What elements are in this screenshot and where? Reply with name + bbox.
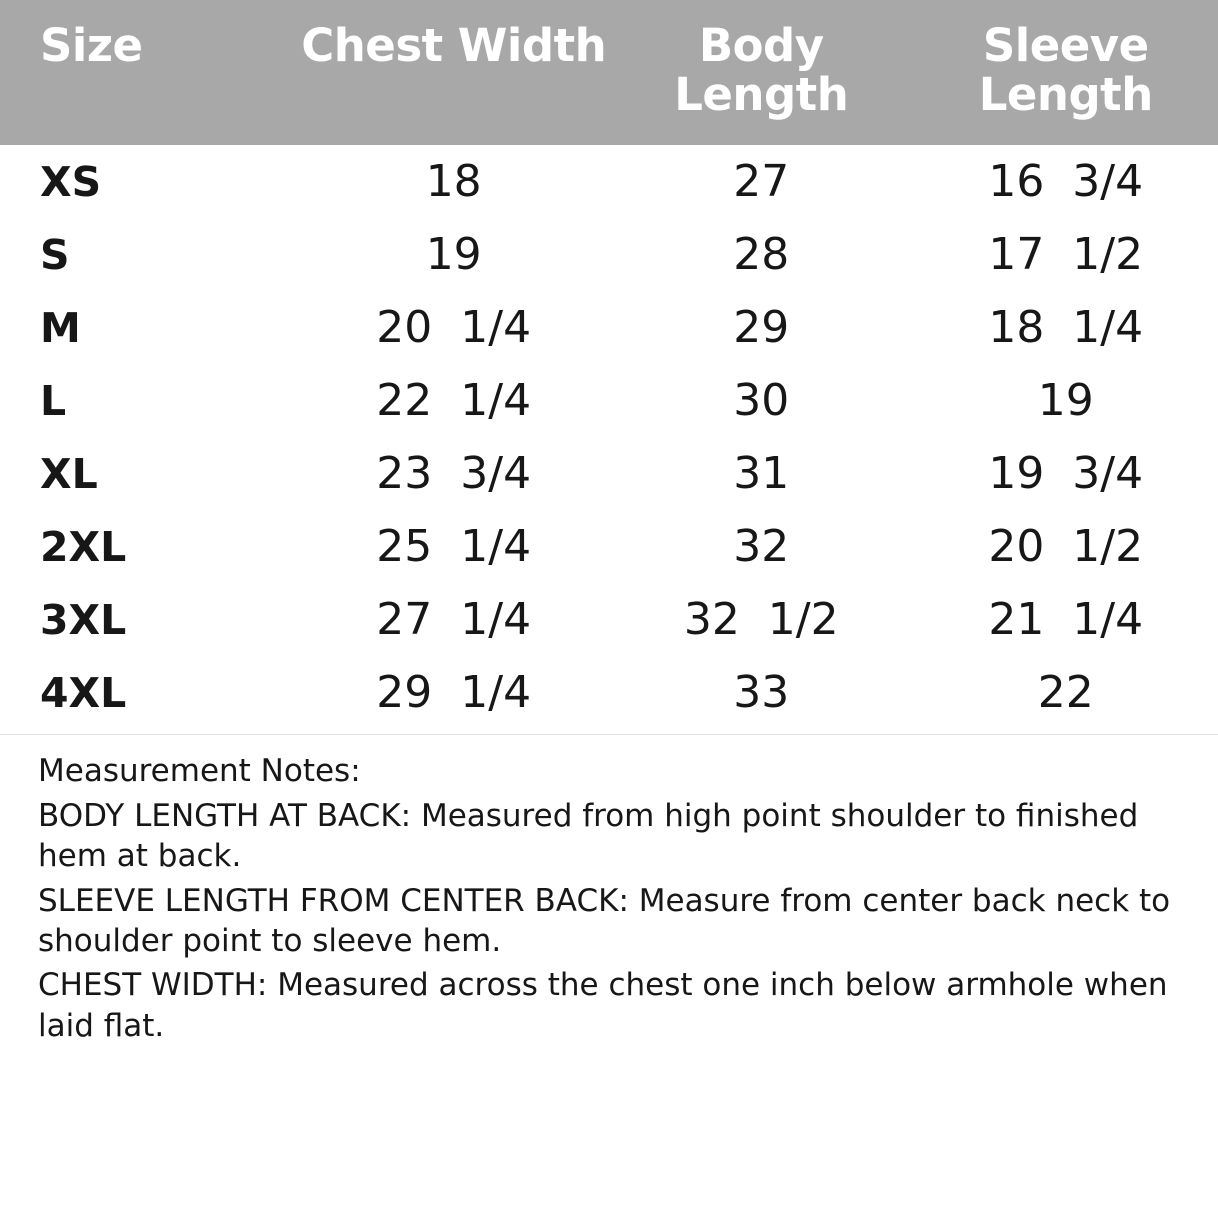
cell-sleeve-length: 22 bbox=[1037, 667, 1094, 719]
note-chest-width: CHEST WIDTH: Measured across the chest one inch below armhole when laid flat. bbox=[38, 967, 1168, 1044]
column-header-sleeve-length: Sleeve Length bbox=[978, 19, 1153, 121]
cell-chest-width: 18 bbox=[425, 156, 482, 208]
measurement-notes bbox=[0, 734, 1218, 1046]
table-row bbox=[0, 437, 1218, 510]
cell-size: 4XL bbox=[40, 668, 127, 717]
table-header-row bbox=[0, 0, 1218, 145]
cell-body-length: 31 bbox=[733, 448, 790, 500]
cell-chest-width: 27 1/4 bbox=[376, 594, 532, 646]
cell-chest-width: 25 1/4 bbox=[376, 521, 532, 573]
cell-sleeve-length: 18 1/4 bbox=[988, 302, 1144, 354]
table-row bbox=[0, 364, 1218, 437]
cell-sleeve-length: 17 1/2 bbox=[988, 229, 1144, 281]
cell-size: XL bbox=[40, 449, 98, 498]
cell-sleeve-length: 19 3/4 bbox=[988, 448, 1144, 500]
cell-chest-width: 19 bbox=[425, 229, 482, 281]
cell-body-length: 32 1/2 bbox=[683, 594, 839, 646]
column-header-chest-width: Chest Width bbox=[301, 19, 607, 72]
table-row bbox=[0, 510, 1218, 583]
table-row bbox=[0, 656, 1218, 732]
table-row bbox=[0, 145, 1218, 218]
table-row bbox=[0, 291, 1218, 364]
cell-size: 2XL bbox=[40, 522, 127, 571]
cell-body-length: 28 bbox=[733, 229, 790, 281]
measurement-notes-title: Measurement Notes: bbox=[38, 753, 361, 790]
cell-body-length: 33 bbox=[733, 667, 790, 719]
cell-sleeve-length: 16 3/4 bbox=[988, 156, 1144, 208]
table-row bbox=[0, 583, 1218, 656]
table-body bbox=[0, 145, 1218, 732]
column-header-size: Size bbox=[40, 19, 143, 72]
cell-chest-width: 20 1/4 bbox=[376, 302, 532, 354]
cell-size: S bbox=[40, 230, 70, 279]
cell-chest-width: 23 3/4 bbox=[376, 448, 532, 500]
cell-chest-width: 22 1/4 bbox=[376, 375, 532, 427]
cell-body-length: 30 bbox=[733, 375, 790, 427]
cell-body-length: 32 bbox=[733, 521, 790, 573]
cell-size: M bbox=[40, 303, 81, 352]
cell-sleeve-length: 21 1/4 bbox=[988, 594, 1144, 646]
table-row bbox=[0, 218, 1218, 291]
note-body-length: BODY LENGTH AT BACK: Measured from high point shoulder to finished hem at back. bbox=[38, 798, 1139, 875]
cell-chest-width: 29 1/4 bbox=[376, 667, 532, 719]
cell-sleeve-length: 19 bbox=[1037, 375, 1094, 427]
table-header bbox=[0, 0, 1218, 145]
cell-body-length: 29 bbox=[733, 302, 790, 354]
cell-size: 3XL bbox=[40, 595, 127, 644]
column-header-body-length: Body Length bbox=[674, 19, 849, 121]
cell-sleeve-length: 20 1/2 bbox=[988, 521, 1144, 573]
cell-size: L bbox=[40, 376, 67, 425]
cell-body-length: 27 bbox=[733, 156, 790, 208]
cell-size: XS bbox=[40, 157, 102, 206]
note-sleeve-length: SLEEVE LENGTH FROM CENTER BACK: Measure from center back neck to shoulder point to sleeve hem. bbox=[38, 882, 1171, 959]
